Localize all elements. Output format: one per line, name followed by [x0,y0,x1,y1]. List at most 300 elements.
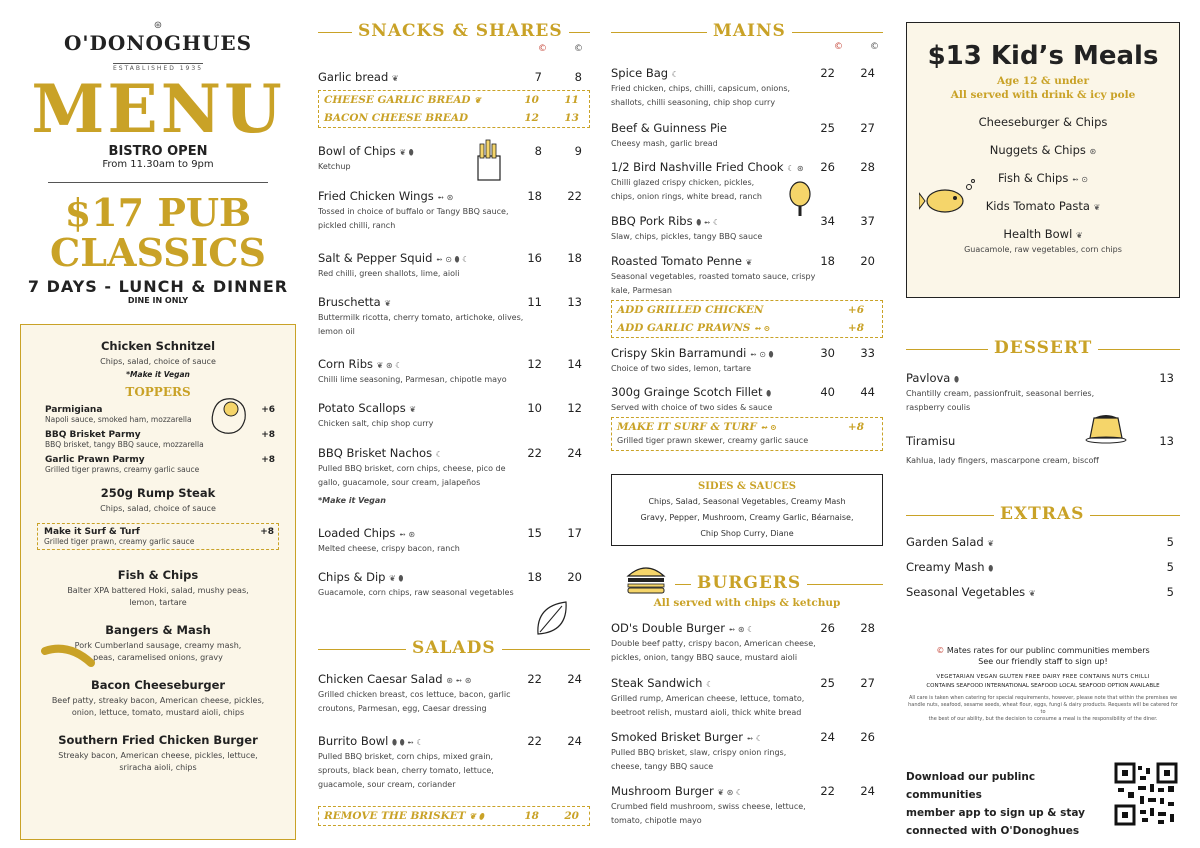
classic-item [21,733,295,774]
item-desc: chips, onion rings, white bread, ranch [611,192,762,201]
extras-heading [906,504,1180,526]
burger-icon [624,560,668,596]
item-desc: Slaw, chips, pickles, tangy BBQ sauce [611,232,763,241]
item-name: Potato Scallops [318,401,406,415]
chilli-icon: ⬮ ⬮ ➻ ☾ [392,738,424,747]
vegetarian-icon: ❦ [384,299,392,308]
legend [906,646,1180,723]
classic-name: Southern Fried Chicken Burger [58,733,258,747]
item-price-mates: 26 [820,160,835,174]
topper-name: Garlic Prawn Parmy [45,455,145,465]
menu-item [611,346,883,376]
item-price: 26 [860,730,875,744]
surf-name: MAKE IT SURF & TURF [617,421,757,433]
vegan-icon: ❦ [1028,589,1036,598]
item-desc: Red chilli, green shallots, lime, aioli [318,269,460,278]
seafood-icon: ➻ ⊙ ⬮ [749,350,774,359]
menu-item [318,401,590,431]
item-price: 12 [567,401,582,415]
menu-item [611,784,883,828]
item-desc: pickled chilli, ranch [318,221,396,230]
menu-item [906,371,1180,415]
signup-text: See our friendly staff to sign up! [978,657,1108,666]
item-desc: Cheesy mash, garlic bread [611,139,718,148]
kids-meals-box [906,22,1180,298]
menu-item [611,385,883,415]
item-price-mates: 7 [534,70,542,84]
burgers-title: BURGERS [691,573,807,593]
vegetarian-icon: ❦ [1093,203,1101,212]
snacks-heading [318,21,590,43]
item-desc: tomato, chipotle mayo [611,816,702,825]
remove-price: 20 [564,810,579,822]
classic-desc: onion, lettuce, tomato, mustard aioli, chips [71,708,245,717]
item-name: OD's Double Burger [611,621,725,635]
menu-item [318,734,590,792]
item-price: 44 [860,385,875,399]
sides-line: Chips, Salad, Seasonal Vegetables, Creamy Mash [648,497,846,506]
item-desc: Chicken salt, chip shop curry [318,419,434,428]
dairy-free-icon: ⬮ ➻ ☾ [696,218,721,227]
add-name: ADD GRILLED CHICKEN [617,304,764,316]
item-price: 9 [574,144,582,158]
item-price: 27 [860,121,875,135]
item-name: Mushroom Burger [611,784,714,798]
add-name: ADD GARLIC PRAWNS [617,322,751,334]
mates-rates: Mates rates for our publinc communities members [946,646,1150,655]
item-price: 24 [860,66,875,80]
sausage-icon [41,641,97,671]
fish-icon [919,179,977,219]
snacks-title: SNACKS & SHARES [352,21,569,41]
menu-item [318,526,590,556]
item-name: Pavlova [906,371,951,385]
item-name: Salt & Pepper Squid [318,251,433,265]
menu-item [611,730,883,774]
item-price-mates: 40 [820,385,835,399]
dessert-title: DESSERT [988,338,1098,358]
classic-desc: Balter XPA battered Hoki, salad, mushy peas, [67,586,249,595]
salads-title: SALADS [406,638,502,658]
item-desc: croutons, Parmesan, egg, Caesar dressing [318,704,487,713]
add-price: +8 [847,322,864,334]
vegan-icon: ❦ ⬮ [389,574,404,583]
seafood-icon: ➻ ⊙ [760,422,777,432]
item-price: 8 [574,70,582,84]
item-desc: Pulled BBQ brisket, corn chips, mixed grain, [318,752,494,761]
bistro-open: BISTRO OPEN [108,144,208,159]
item-price: 22 [567,189,582,203]
topper-row [21,430,295,449]
disclaimer: handle nuts, seafood, sesame seeds, wheat flour, eggs, fungi & dairy products. Requests will be catered for to [908,702,1178,715]
gluten-free-icon: ⊛ ➻ ⊛ [446,676,472,685]
item-desc: Ketchup [318,162,351,171]
item-desc: Guacamole, corn chips, raw seasonal vegetables [318,588,514,597]
item-price: 20 [567,570,582,584]
menu-item [318,570,590,600]
kids-item-name: Nuggets & Chips [989,143,1086,157]
extra-price: 11 [564,94,579,106]
item-desc: Chantilly cream, passionfruit, seasonal berries, [906,389,1095,398]
item-desc: Kahlua, lady fingers, mascarpone cream, biscoff [906,456,1099,465]
logo-established: ESTABLISHED 1935 [112,65,204,72]
menu-item [906,535,1180,549]
item-desc: guacamole, sour cream, coriander [318,780,456,789]
item-price-mates: 11 [527,295,542,309]
surf-turf-box [37,523,279,550]
vegetarian-icon: ❦ ⊛ ☾ [717,788,744,797]
menu-item [318,446,590,508]
menu-item [318,357,590,387]
item-price: 5 [1166,535,1174,549]
dine-in-only: DINE IN ONLY [127,296,189,305]
classic-desc: Streaky bacon, American cheese, pickles, lettuce, [58,751,258,760]
menu-item [611,66,883,110]
topper-price: +8 [261,430,275,440]
logo-name: O'DONOGHUES [63,31,253,55]
seafood-keys: CONTAINS SEAFOOD INTERNATIONAL SEAFOOD LOCAL SEAFOOD OPTION AVAILABLE [926,683,1160,689]
item-name: Loaded Chips [318,526,396,540]
item-desc: Chilli lime seasoning, Parmesan, chipotle mayo [318,375,507,384]
seafood-icon: ➻ ⊙ [754,323,771,333]
extras-title: EXTRAS [994,504,1090,524]
item-price-mates: 18 [527,189,542,203]
topper-price: +6 [261,405,275,415]
surf-name: Make it Surf & Turf [44,527,140,537]
lemon-icon [207,393,253,441]
classic-desc: Chips, salad, choice of sauce [100,357,216,366]
remove-brisket: REMOVE THE BRISKET [324,810,466,822]
mains-title: MAINS [707,21,792,41]
kids-item: Cheeseburger & Chips [978,115,1108,129]
item-desc: Pulled BBQ brisket, slaw, crispy onion rings, [611,748,787,757]
app-line: Download our publinc communities [906,771,1036,801]
item-desc: Seasonal vegetables, roasted tomato sauce, crispy [611,272,816,281]
item-price-mates: 15 [527,526,542,540]
menu-item [318,295,590,339]
classic-desc: sriracha aioli, chips [119,763,197,772]
toppers-title: TOPPERS [125,385,191,399]
menu-item [318,672,590,716]
topper-row [21,405,295,424]
item-price-mates: 22 [527,672,542,686]
item-name: Seasonal Vegetables [906,585,1026,599]
item-desc: Fried chicken, chips, chilli, capsicum, onions, [611,84,791,93]
seafood-icon: ➻ ⊙ [1072,175,1088,184]
item-name: Burrito Bowl [318,734,389,748]
extra-price-mates: 10 [524,94,539,106]
menu-item [611,214,883,244]
sides-sauces-box [611,474,883,546]
item-price-mates: 22 [820,784,835,798]
item-price: 13 [567,295,582,309]
vegetarian-icon: ❦ [745,258,753,267]
classic-desc: lemon, tartare [129,598,187,607]
chilli-icon: ➻ ☾ [746,734,763,743]
item-price-mates: 22 [527,734,542,748]
extra-price-mates: 12 [524,112,539,124]
topper-name: Parmigiana [45,405,103,415]
classic-name: Chicken Schnitzel [100,339,216,353]
menu-item [611,254,883,298]
classic-item [21,678,295,719]
item-desc: sprouts, black bean, cherry tomato, lettuce, [318,766,494,775]
mates-icon: © [834,42,843,52]
pub-classics-title: CLASSICS [50,230,266,275]
classic-note: *Make it Vegan [126,370,190,379]
item-name: Tiramisu [906,434,956,448]
item-price-mates: 12 [527,357,542,371]
item-price: 37 [860,214,875,228]
item-name: Steak Sandwich [611,676,703,690]
mains-heading [611,21,883,43]
classic-desc: Beef patty, streaky bacon, American cheese, pickles, [51,696,265,705]
vegetarian-icon: ❦ [474,95,481,105]
standard-icon: © [870,42,879,52]
chilli-icon: ☾ [435,450,443,459]
add-price: +6 [847,304,864,316]
vegan-icon: ❦ [987,539,995,548]
menu-item [318,189,590,233]
kids-health-desc: Guacamole, raw vegetables, corn chips [964,245,1122,254]
menu-item [611,676,883,720]
item-name: BBQ Pork Ribs [611,214,693,228]
chilli-icon: ☾ ⊛ [787,164,804,173]
topper-desc: Grilled tiger prawns, creamy garlic sauce [45,465,200,474]
vegan-icon: ❦ ⬮ [399,148,414,157]
crest-icon: ⊛ [153,20,163,31]
app-promo [906,768,1106,840]
item-price: 24 [567,446,582,460]
topper-desc: BBQ brisket, tangy BBQ sauce, mozzarella [45,440,204,449]
item-price: 28 [860,160,875,174]
salads-heading [318,638,590,660]
topper-name: BBQ Brisket Parmy [45,430,141,440]
menu-item [611,121,883,151]
disclaimer: the best of our ability, but the decision to consume a meal is the responsibility of the diner. [928,716,1158,722]
column-brand [20,0,296,305]
vegan-icon: ❦ ⬮ [469,811,484,821]
item-price: 5 [1166,585,1174,599]
item-name: Smoked Brisket Burger [611,730,743,744]
gluten-free-icon: ⬮ [954,375,960,384]
item-name: Roasted Tomato Penne [611,254,742,268]
item-name: 1/2 Bird Nashville Fried Chook [611,160,784,174]
vegetarian-icon: ❦ [391,74,399,83]
classic-desc: Chips, salad, choice of sauce [100,504,216,513]
gluten-free-icon: ⬮ [766,389,772,398]
item-name: 300g Grainge Scotch Fillet [611,385,763,399]
chilli-icon: ☾ [671,70,679,79]
item-price: 13 [1159,434,1174,448]
item-price-mates: 10 [527,401,542,415]
remove-price-mates: 18 [524,810,539,822]
garlic-bread-extras [318,90,590,128]
sides-line: Chip Shop Curry, Diane [700,529,794,538]
kids-item [907,227,1179,241]
burgers-subtitle: All served with chips & ketchup [653,597,841,609]
sides-title: SIDES & SAUCES [698,481,796,492]
item-price-mates: 25 [820,121,835,135]
item-price: 20 [860,254,875,268]
classic-item [21,568,295,609]
item-price: 28 [860,621,875,635]
item-name: Beef & Guinness Pie [611,121,728,135]
item-desc: Served with choice of two sides & sauce [611,403,773,412]
item-price-mates: 25 [820,676,835,690]
leaf-icon [532,598,572,642]
extra-name: CHEESE GARLIC BREAD [324,94,471,106]
item-price: 27 [860,676,875,690]
item-desc: Chilli glazed crispy chicken, pickles, [611,178,755,187]
mains-surf-box [611,417,883,451]
extra-price: 13 [564,112,579,124]
item-desc: shallots, chilli seasoning, chip shop curry [611,98,776,107]
item-price: 18 [567,251,582,265]
remove-brisket-box [318,806,590,826]
item-name: BBQ Brisket Nachos [318,446,433,460]
gluten-free-icon: ➻ ⊛ [399,530,416,539]
menu-title: MENU [31,70,285,148]
menu-item [611,160,883,204]
kids-item-name: Health Bowl [1003,227,1073,241]
item-desc: beetroot relish, mustard aioli, thick white bread [611,708,802,717]
vegan-icon: ❦ [1075,231,1083,240]
item-desc: Grilled chicken breast, cos lettuce, bacon, garlic [318,690,511,699]
mates-icon: © [936,646,945,655]
seafood-icon: ➻ ⊙ ⬮ ☾ [436,255,470,264]
item-desc: Choice of two sides, lemon, tartare [611,364,752,373]
kids-item-name: Fish & Chips [998,171,1069,185]
mains-adds-box [611,300,883,338]
item-price: 33 [860,346,875,360]
item-price-mates: 16 [527,251,542,265]
classic-name: Bacon Cheeseburger [90,678,226,692]
dessert-heading [906,338,1180,360]
item-price-mates: 24 [820,730,835,744]
item-name: Bowl of Chips [318,144,396,158]
menu-item [318,251,590,281]
item-name: Crispy Skin Barramundi [611,346,747,360]
item-name: Spice Bag [611,66,669,80]
item-name: Garlic bread [318,70,389,84]
menu-item [318,144,590,174]
item-note: *Make it Vegan [318,496,386,505]
pub-classics-box [20,324,296,840]
menu-item [906,560,1180,574]
item-name: Corn Ribs [318,357,374,371]
item-name: Creamy Mash [906,560,985,574]
item-price: 17 [567,526,582,540]
classic-name: 250g Rump Steak [100,486,216,500]
item-price-mates: 18 [527,570,542,584]
fries-icon [466,134,510,184]
item-desc: Tossed in choice of buffalo or Tangy BBQ sauce, [318,207,509,216]
chilli-icon: ➻ ⊛ ☾ [728,625,755,634]
extra-name: BACON CHEESE BREAD [324,112,469,124]
item-price-mates: 22 [820,66,835,80]
item-price: 24 [567,734,582,748]
classic-item [21,486,295,515]
qr-code-icon[interactable] [1114,762,1178,826]
divider [48,182,268,183]
item-desc: Double beef patty, crispy bacon, American cheese, [611,639,816,648]
topper-price: +8 [261,455,275,465]
app-line: connected with O'Donoghues [906,825,1080,837]
mates-icon: © [538,44,547,54]
disclaimer: All care is taken when catering for special requirements, however, please note that within the premises we [908,695,1178,701]
item-price-mates: 30 [820,346,835,360]
topper-row [21,455,295,474]
item-price-mates: 18 [820,254,835,268]
surf-desc: Grilled tiger prawn skewer, creamy garlic sauce [617,436,809,445]
dietary-keys: VEGETARIAN VEGAN GLUTEN FREE DAIRY FREE CONTAINS NUTS CHILLI [936,674,1150,680]
item-desc: Grilled rump, American cheese, lettuce, tomato, [611,694,805,703]
item-desc: gallo, guacamole, sour cream, jalapeños [318,478,481,487]
item-price-mates: 22 [527,446,542,460]
surf-price: +8 [260,527,274,537]
menu-item [906,585,1180,599]
chilli-icon: ☾ [706,680,714,689]
item-name: Garden Salad [906,535,984,549]
gluten-free-icon: ⬮ [988,564,994,573]
gluten-free-icon: ➻ ⊛ [437,193,454,202]
item-desc: lemon oil [318,327,355,336]
item-name: Fried Chicken Wings [318,189,434,203]
pub-classics-days: 7 DAYS - LUNCH & DINNER [27,277,289,296]
item-price-mates: 26 [820,621,835,635]
classic-name: Fish & Chips [117,568,199,582]
item-desc: raspberry coulis [906,403,971,412]
item-desc: pickles, onion, tangy BBQ sauce, mustard aioli [611,653,798,662]
kids-item [907,143,1179,157]
item-price-mates: 34 [820,214,835,228]
gluten-free-icon: ⊛ [1089,147,1097,156]
vegetarian-icon: ❦ [409,405,417,414]
item-desc: Buttermilk ricotta, cherry tomato, artichoke, olives, [318,313,524,322]
item-name: Chicken Caesar Salad [318,672,443,686]
classic-desc: peas, caramelised onions, gravy [93,653,223,662]
classic-name: Bangers & Mash [105,623,211,637]
item-price: 14 [567,357,582,371]
topper-desc: Napoli sauce, smoked ham, mozzarella [45,415,192,424]
item-desc: cheese, tangy BBQ sauce [611,762,714,771]
standard-icon: © [574,44,583,54]
item-desc: Crumbed field mushroom, swiss cheese, lettuce, [611,802,806,811]
menu-item [611,621,883,665]
app-line: member app to sign up & stay [906,807,1085,819]
chilli-icon: ❦ ⊛ ☾ [376,361,403,370]
item-desc: Pulled BBQ brisket, corn chips, cheese, pico de [318,464,506,473]
item-price: 24 [567,672,582,686]
item-desc: kale, Parmesan [611,286,672,295]
item-price: 5 [1166,560,1174,574]
kids-item-name: Kids Tomato Pasta [985,199,1090,213]
item-price-mates: 8 [534,144,542,158]
pub-classics-price: $17 PUB [64,190,252,235]
logo [20,20,296,74]
pudding-icon [1084,410,1128,446]
classic-desc: Pork Cumberland sausage, creamy mash, [74,641,242,650]
kids-title: $13 Kid’s Meals [927,41,1159,71]
sides-line: Gravy, Pepper, Mushroom, Creamy Garlic, Béarnaise, [640,513,854,522]
kids-age: Age 12 & under [996,75,1090,87]
item-name: Chips & Dip [318,570,386,584]
item-price: 13 [1159,371,1174,385]
item-desc: Melted cheese, crispy bacon, ranch [318,544,460,553]
item-name: Bruschetta [318,295,381,309]
surf-price: +8 [847,421,864,433]
